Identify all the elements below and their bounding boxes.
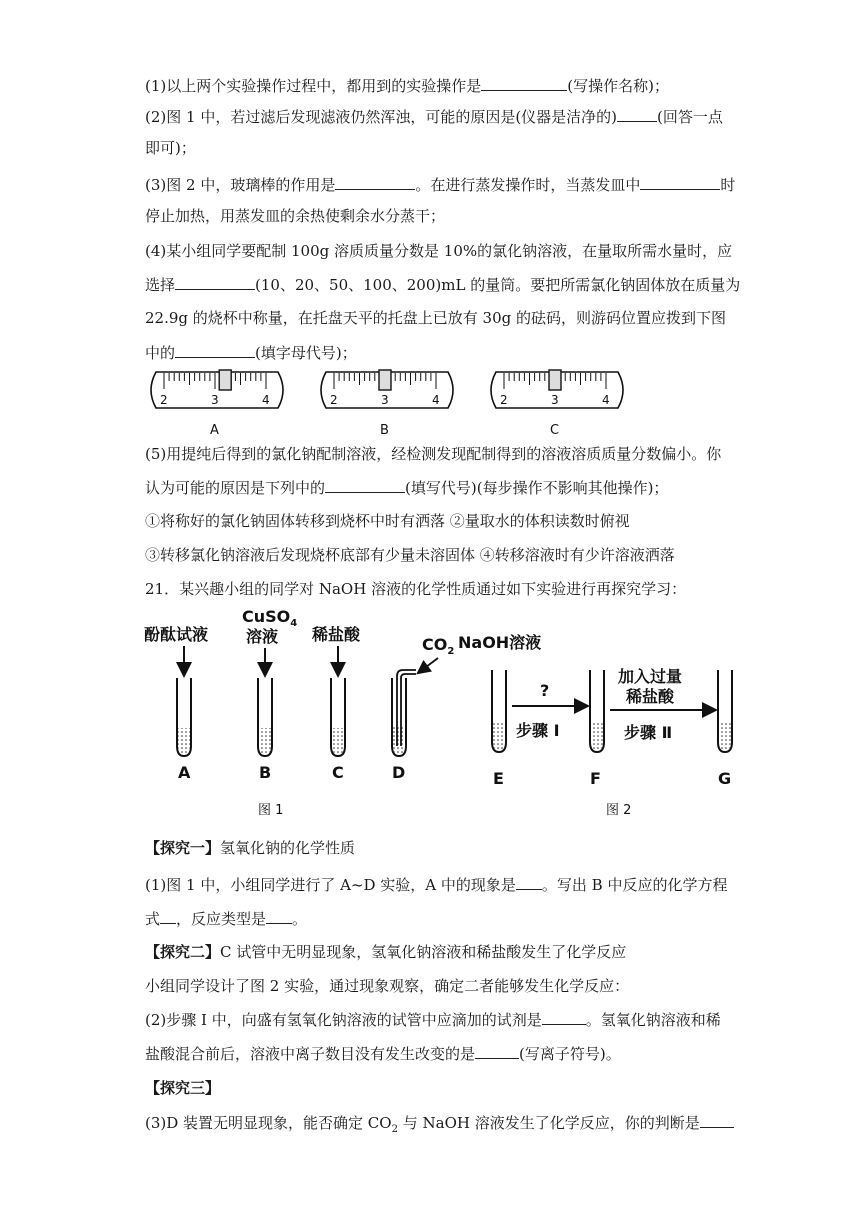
exp2-q2-ions: 盐酸混合前后，溶液中离子数目没有发生改变的是 (145, 1045, 476, 1063)
answer-blank[interactable] (516, 874, 542, 890)
tube-a-reagent: 酚酞试液 (144, 625, 209, 644)
exp2-q2-text: (2)步骤 I 中，向盛有氢氧化钠溶液的试管中应滴加的试剂是 (145, 1011, 542, 1029)
answer-blank[interactable] (481, 75, 567, 91)
answer-blank[interactable] (640, 174, 720, 190)
ruler-tick-label: 3 (551, 393, 559, 407)
tube-c-label: C (332, 763, 344, 782)
q20-options-1-2: ①将称好的氯化钠固体转移到烧杯中时有洒落 ②量取水的体积读数时俯视 (145, 512, 630, 530)
step1-question-mark: ? (540, 681, 550, 700)
ruler-tick-label: 3 (381, 393, 389, 407)
add-excess-label: 加入过量 (618, 667, 683, 686)
answer-blank[interactable] (325, 477, 405, 493)
exp2-q2-cont (145, 1043, 621, 1064)
step2-label: 步骤 Ⅱ (624, 723, 673, 742)
q20-part4-cylinder: (10、20、50、100、200)mL 的量筒。要把所需氯化钠固体放在质量为 (255, 276, 741, 294)
q21-intro: 21．某兴趣小组的同学对 NaOH 溶液的化学性质通过如下实验进行再探究学习： (145, 580, 687, 598)
ruler-tick-label: 2 (160, 393, 168, 407)
q20-part2 (145, 106, 723, 127)
q20-part4-line4 (145, 342, 357, 363)
q20-part1-tail: (写操作名称)； (567, 77, 669, 95)
exp2-heading (145, 942, 626, 962)
answer-blank[interactable] (335, 174, 415, 190)
gas-co2-label: $CO_2$ (422, 635, 455, 657)
step1-label: 步骤 Ⅰ (516, 721, 560, 740)
q20-part5: (5)用提纯后得到的氯化钠配制溶液，经检测发现配制得到的溶液溶质质量分数偏小。你 (145, 445, 722, 463)
ruler-tick-label: 4 (602, 393, 610, 407)
q20-part3-cont: 停止加热，用蒸发皿的余热使剩余水分蒸干； (145, 207, 446, 225)
q20-options-3-4: ③转移氯化钠溶液后发现烧杯底部有少量未溶固体 ④转移溶液时有少许溶液洒落 (145, 546, 675, 564)
answer-blank[interactable] (266, 908, 292, 924)
figure-1 (140, 606, 440, 828)
ruler-tick-label: 4 (432, 393, 440, 407)
q20-part3-text: (3)图 2 中，玻璃棒的作用是 (145, 176, 336, 194)
exp1-q1-end: 。 (292, 910, 308, 928)
q20-part1-text: (1)以上两个实验操作过程中，都用到的实验操作是 (145, 77, 482, 95)
exp2-q2-mid: 。氢氧化钠溶液和稀 (585, 1011, 721, 1029)
q20-part2-text: (2)图 1 中，若过滤后发现滤液仍然浑浊，可能的原因是(仪器是洁净的) (145, 108, 618, 126)
exp3-q3-judge: 与 NaOH 溶液发生了化学反应，你的判断是 (397, 1114, 700, 1132)
naoh-solution-label: NaOH溶液 (458, 633, 542, 652)
q20-part5-fill: (填写代号)(每步操作不影响其他操作)； (405, 479, 669, 497)
tube-a-label: A (178, 763, 191, 782)
answer-blank[interactable] (160, 908, 176, 924)
exp2-intro: 小组同学设计了图 2 实验，通过现象观察，确定二者能够发生化学反应： (145, 977, 630, 995)
exp3-q3-sub: 2 (391, 1124, 398, 1135)
q20-part5-line2 (145, 477, 668, 498)
answer-blank[interactable] (542, 1009, 586, 1025)
exp1-q1-formula: 式 (145, 910, 161, 928)
ruler-option-label: B (380, 423, 389, 438)
q20-part1 (145, 75, 669, 96)
ruler-rider (379, 370, 391, 390)
exp3-q3 (145, 1112, 734, 1140)
q20-part2-cont: 即可)； (145, 139, 196, 157)
figure-2 (420, 606, 750, 828)
ruler-tick-label: 3 (211, 393, 219, 407)
q20-part4-fill: (填字母代号)； (255, 344, 357, 362)
q20-part4-choose: 选择 (145, 276, 176, 294)
figure-2-caption: 图 2 (606, 803, 632, 818)
q20-part3-mid: 。在进行蒸发操作时，当蒸发皿中 (415, 176, 641, 194)
exp2-text: C 试管中无明显现象，氢氧化钠溶液和稀盐酸发生了化学反应 (220, 943, 627, 961)
dilute-hcl-label: 稀盐酸 (626, 687, 675, 706)
exp2-title: 【探究二】 (145, 943, 221, 961)
q20-part4: (4)某小组同学要配制 100g 溶质质量分数是 10%的氯化钠溶液，在量取所需水量时，应 (145, 242, 733, 260)
exp1-q1-text: (1)图 1 中，小组同学进行了 A~D 实验，A 中的现象是 (145, 876, 516, 894)
tube-c-reagent: 稀盐酸 (312, 625, 361, 644)
answer-blank[interactable] (475, 1043, 519, 1059)
exp1-heading (145, 838, 355, 858)
ruler-rider (219, 370, 231, 390)
exp1-text: 氢氧化钠的化学性质 (220, 839, 356, 857)
ruler-c (491, 370, 623, 438)
ruler-tick-label: 2 (330, 393, 338, 407)
ruler-a (151, 370, 283, 438)
exp2-q2-end: (写离子符号)。 (519, 1045, 621, 1063)
q20-part4-line3: 22.9g 的烧杯中称量，在托盘天平的托盘上已放有 30g 的砝码，则游码位置应拨到下图 (145, 309, 726, 327)
ruler-tick-label: 4 (262, 393, 270, 407)
exp1-q1-cont (145, 908, 307, 929)
ruler-option-label: A (210, 423, 219, 438)
q20-part4-line2 (145, 274, 740, 295)
q20-part4-in: 中的 (145, 344, 176, 362)
q20-part2-tail: (回答一点 (657, 108, 723, 126)
answer-blank[interactable] (175, 274, 255, 290)
exp3-q3-text: (3)D 装置无明显现象，能否确定 CO (145, 1114, 392, 1132)
ruler-b (321, 370, 453, 438)
exp1-q1-type: ，反应类型是 (176, 910, 267, 928)
rider-scale-figure (140, 368, 640, 440)
exp2-q2 (145, 1009, 721, 1030)
answer-blank[interactable] (617, 106, 657, 122)
tube-b-reagent-solution: 溶液 (246, 627, 279, 646)
answer-blank[interactable] (175, 342, 255, 358)
tube-d-label: D (392, 763, 406, 782)
exp1-q1 (145, 874, 727, 895)
exp1-q1-mid: 。写出 B 中反应的化学方程 (541, 876, 728, 894)
exp1-title: 【探究一】 (145, 839, 221, 857)
tube-b-reagent-formula: CuSO$_4$ (242, 607, 298, 629)
ruler-option-label: C (550, 423, 560, 438)
ruler-tick-label: 2 (500, 393, 508, 407)
q20-part5-reason: 认为可能的原因是下列中的 (145, 479, 326, 497)
figure-1-caption: 图 1 (258, 803, 284, 818)
q20-part3 (145, 174, 735, 195)
exp3-heading: 【探究三】 (145, 1079, 221, 1097)
answer-blank[interactable] (700, 1112, 734, 1128)
tube-f-label: F (590, 769, 601, 788)
q20-part3-tail: 时 (720, 176, 736, 194)
tube-b-label: B (259, 763, 272, 782)
ruler-rider (549, 370, 561, 390)
tube-g-label: G (718, 769, 732, 788)
tube-e-label: E (493, 769, 504, 788)
